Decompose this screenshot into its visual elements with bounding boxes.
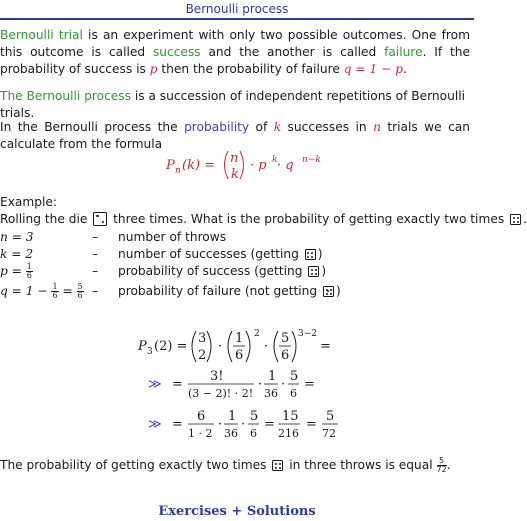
fraction: [437, 457, 447, 474]
comp-exp-b: 3−2: [298, 329, 317, 339]
comp-eq: =: [172, 417, 183, 432]
comp-frac-b-den: 6: [281, 348, 290, 363]
intro-paragraph: [0, 27, 470, 78]
comp-eq: =: [306, 417, 317, 432]
formula-arg: (k) =: [182, 158, 216, 173]
die-two-icon: [93, 212, 107, 226]
comp-eq: =: [264, 417, 275, 432]
definition-desc-end: ): [321, 264, 327, 278]
die-four-icon: [305, 249, 316, 260]
comp-arg: (2) =: [154, 339, 188, 354]
comp-l2-f2-den: 36: [264, 387, 278, 400]
comp-l3-f1-den: 1 · 2: [188, 427, 213, 440]
fraction-num: 5: [437, 457, 447, 466]
comp-l3-f1-num: 6: [197, 409, 206, 424]
calc-text-4: trials we can calculate from the formula: [0, 120, 470, 151]
comp-eq: =: [172, 377, 183, 392]
definition-desc-text: number of successes (getting: [118, 247, 299, 261]
definition-desc: [118, 263, 326, 280]
example-text-end: .: [523, 212, 527, 226]
arrow-icon: ≫: [148, 417, 162, 432]
comp-l3-f2-den: 36: [224, 427, 238, 440]
calc-text-3: successes in: [281, 120, 374, 134]
term-bernoulli-trial: Bernoulli trial: [0, 28, 83, 42]
comp-dot: ·: [281, 377, 286, 392]
comp-l2-f3-num: 5: [290, 369, 299, 384]
title-underline: [0, 18, 474, 20]
definition-desc: [118, 246, 323, 263]
comp-l3-f5-num: 5: [326, 409, 335, 424]
die-five-icon: [323, 286, 334, 297]
formula-exp-nk: n−k: [302, 155, 321, 165]
intro-text-3: . If the probability of success is: [0, 45, 470, 76]
die-four-icon: [510, 214, 521, 225]
binom-left-paren: [225, 151, 229, 179]
binom-bottom: k: [231, 167, 239, 182]
formula-sub: n: [175, 166, 181, 176]
symbol-k: k: [273, 120, 282, 134]
definition-lhs: n = 3: [0, 230, 34, 244]
calc-text-2: of: [249, 120, 274, 134]
symbol-p: p: [149, 62, 158, 76]
paren: [274, 331, 278, 362]
example-text-2: three times. What is the probability of getting exactly two times: [109, 212, 505, 226]
comp-l3-f4-den: 216: [278, 427, 299, 440]
paren: [246, 331, 250, 362]
definition-desc-end: ): [336, 284, 341, 298]
fraction-num: 1: [26, 262, 32, 271]
definition-desc-end: ): [317, 247, 323, 261]
paren: [228, 331, 232, 362]
conclusion-text-2: in three throws is equal: [285, 458, 437, 472]
intro-text-5: .: [403, 62, 407, 76]
formula-exp-k: k: [272, 155, 278, 165]
fraction: [26, 263, 33, 280]
fraction-den: 6: [52, 291, 58, 300]
computation-line-1: [137, 329, 331, 363]
definition-desc: [118, 283, 341, 300]
term-bernoulli-process: The Bernoulli process: [0, 89, 131, 103]
page-title: Bernoulli process: [185, 2, 289, 16]
comp-eq: =: [304, 377, 315, 392]
definition-dash: –: [92, 264, 99, 278]
comp-sub: 3: [147, 347, 153, 357]
comp-l2-f3-den: 6: [290, 387, 297, 400]
comp-l3-f3-num: 5: [250, 409, 259, 424]
formula-lhs: P: [166, 158, 175, 173]
intro-text-1: is an experiment with only two possible outcomes. One from this outcome is called: [0, 28, 470, 59]
conclusion-text-1: The probability of getting exactly two times: [0, 458, 267, 472]
die-four-icon: [308, 266, 319, 277]
comp-l2-f1-den: (3 − 2)! · 2!: [188, 387, 254, 400]
binom-top: n: [230, 151, 239, 166]
comp-exp-a: 2: [254, 329, 260, 339]
comp-binom-bottom: 2: [198, 348, 207, 363]
fraction-den: 6: [77, 291, 83, 300]
comp-lhs: P: [138, 339, 147, 354]
comp-l2-f1-num: 3!: [210, 369, 224, 384]
definition-lhs: [0, 283, 84, 300]
term-probability: probability: [184, 120, 250, 134]
comp-frac-b-num: 5: [281, 331, 290, 346]
symbol-n: n: [373, 120, 381, 134]
example-label: Example:: [0, 195, 57, 209]
definition-lhs: k = 2: [0, 247, 34, 261]
comp-dot: ·: [258, 377, 263, 392]
comp-frac-a-den: 6: [235, 348, 244, 363]
arrow-icon: ≫: [148, 377, 162, 392]
die-four-icon: [272, 460, 283, 471]
intro-text-4: then the probability of failure: [157, 62, 344, 76]
bernoulli-formula: [150, 145, 320, 185]
exercises-link[interactable]: Exercises + Solutions: [158, 504, 316, 519]
definition-desc-text: probability of failure (not getting: [118, 284, 318, 298]
paren: [192, 331, 196, 362]
comp-l3-f5-den: 72: [322, 427, 336, 440]
worked-computation: [130, 322, 360, 447]
definition-desc-text: probability of success (getting: [118, 264, 303, 278]
conclusion-text-3: .: [446, 458, 451, 472]
fraction-num: 1: [52, 282, 58, 291]
comp-l3-f2-num: 1: [228, 409, 237, 424]
intro-text-2: and the another is called: [200, 45, 385, 59]
binom-right-paren: [240, 151, 244, 179]
example-text-1: Rolling the die: [0, 212, 88, 226]
comp-frac-a-num: 1: [235, 331, 244, 346]
fraction: [51, 283, 58, 300]
comp-dot: ·: [241, 417, 246, 432]
definition-lhs-text: q = 1 −: [0, 284, 52, 298]
definition-desc: number of throws: [118, 230, 227, 244]
formula-dot-q: · q: [277, 158, 294, 173]
comp-dot: ·: [264, 339, 269, 354]
fraction-den: 72: [436, 465, 447, 474]
comp-l3-f4-num: 15: [282, 409, 299, 424]
comp-l2-f2-num: 1: [268, 369, 277, 384]
comp-dot: ·: [218, 339, 223, 354]
paren: [292, 331, 296, 362]
definition-dash: –: [92, 284, 99, 298]
computation-line-2: [148, 369, 315, 400]
term-success: success: [152, 45, 201, 59]
paren: [207, 331, 211, 362]
comp-eq: =: [320, 339, 331, 354]
fraction-num: 5: [77, 282, 83, 291]
process-text: is a succession of independent repetitions of Bernoulli trials.: [0, 89, 465, 120]
conclusion: [0, 457, 470, 474]
term-failure: failure: [384, 45, 423, 59]
calc-text-1: In the Bernoulli process the: [0, 120, 185, 134]
comp-binom-top: 3: [198, 331, 207, 346]
comp-dot: ·: [218, 417, 223, 432]
definition-lhs-eq: =: [58, 284, 77, 298]
fraction: [77, 283, 84, 300]
formula-rest: · p: [250, 158, 267, 173]
comp-l3-f3-den: 6: [250, 427, 257, 440]
definition-dash: –: [92, 247, 99, 261]
example-question: [0, 211, 527, 228]
formula-q: q = 1 − p: [343, 62, 404, 76]
process-paragraph: [0, 88, 470, 122]
fraction-den: 6: [26, 271, 32, 280]
definition-dash: –: [92, 230, 99, 244]
definition-lhs-text: p =: [0, 264, 26, 278]
computation-line-3: [148, 409, 338, 440]
definition-lhs: [0, 263, 33, 280]
